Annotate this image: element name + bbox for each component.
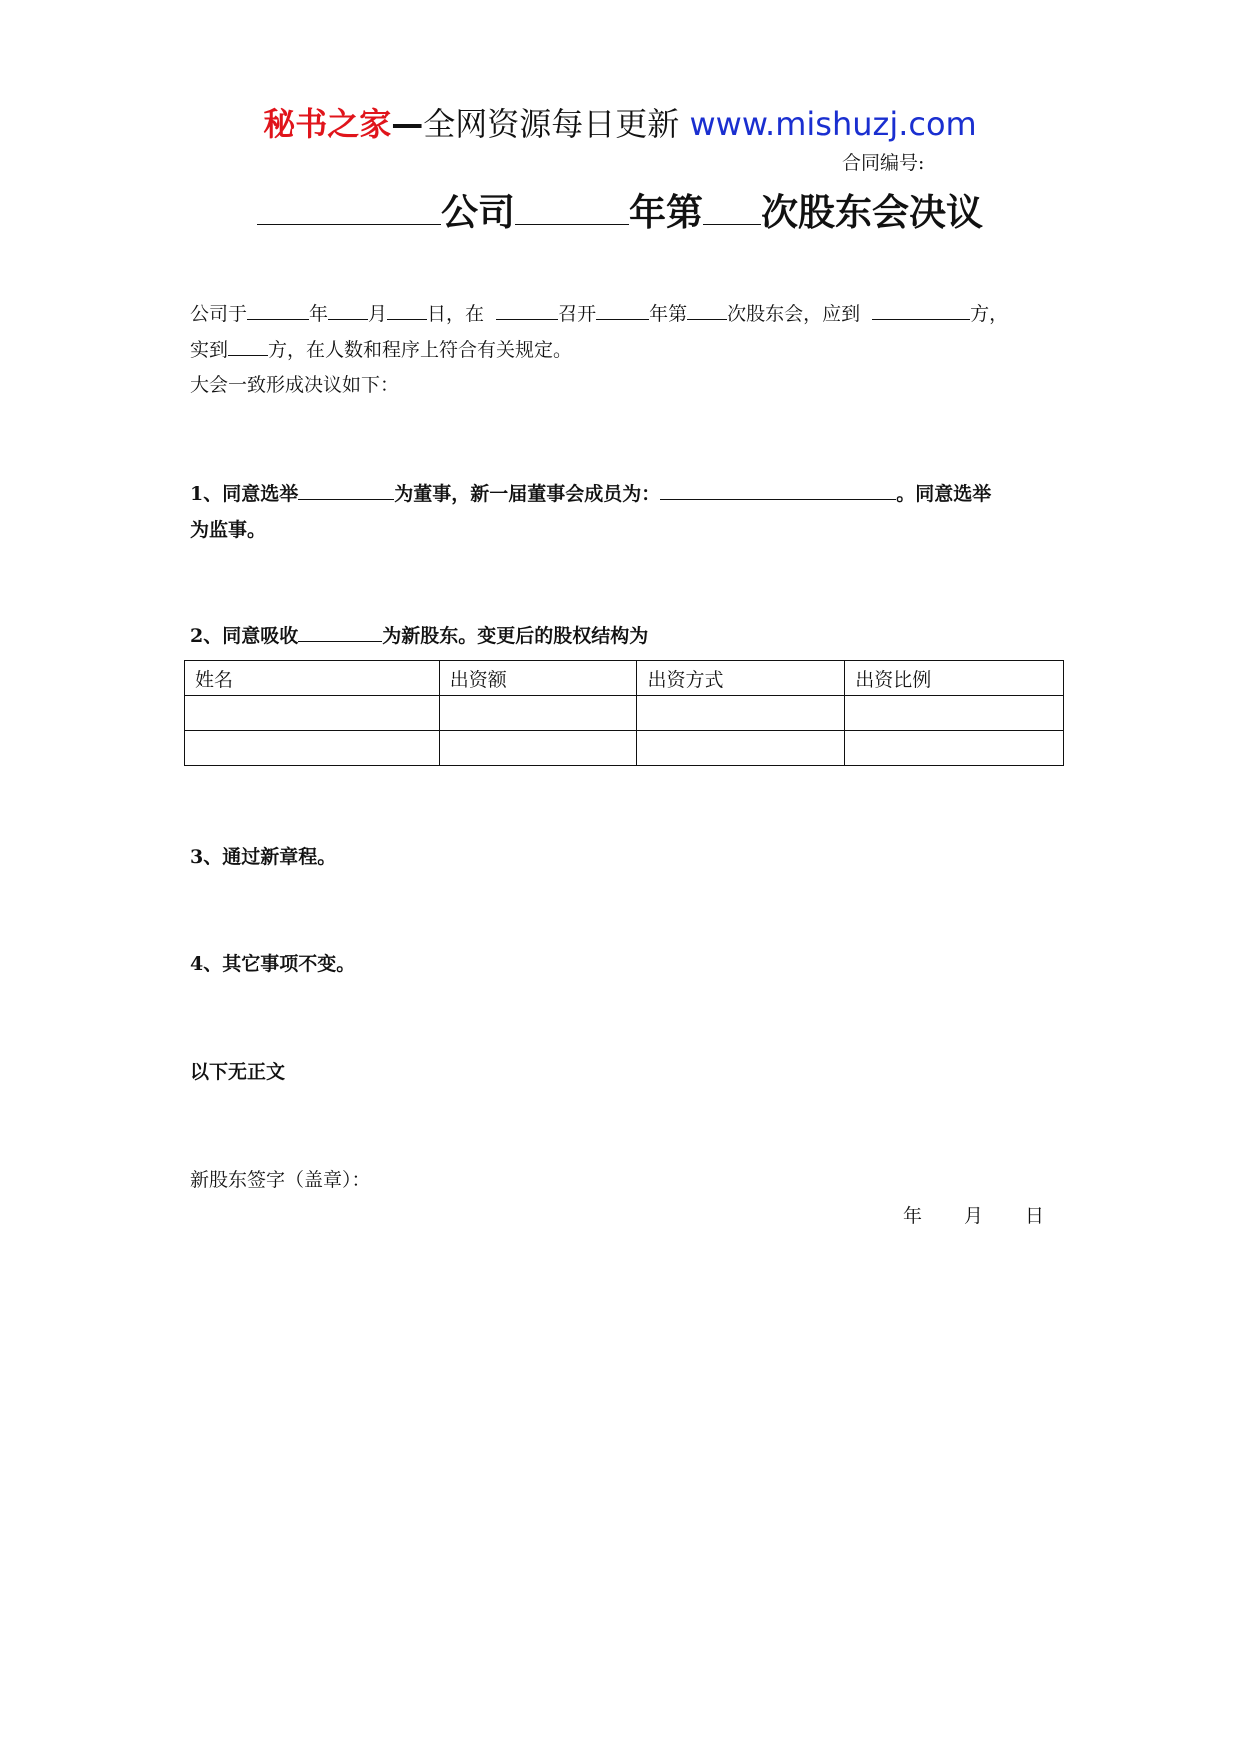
equity-structure-table (184, 660, 1064, 766)
month-blank (328, 300, 368, 320)
banner-slogan: 全网资源每日更新 (423, 105, 680, 143)
header-method: 出资方式 (637, 661, 845, 696)
session-number-blank (687, 300, 727, 320)
contract-number-label: 合同编号: (842, 152, 925, 174)
title-part-company: 公司 (441, 191, 515, 234)
header-name: 姓名 (185, 661, 440, 696)
day-blank (387, 300, 427, 320)
table-row (185, 731, 1064, 766)
table-header-row (185, 661, 1064, 696)
new-shareholder-blank (298, 622, 382, 642)
title-part-year: 年第 (629, 191, 703, 234)
intro-line-3: 大会一致形成决议如下： (190, 374, 400, 396)
intro-line-2: 实到 方，在人数和程序上符合有关规定。 (190, 336, 572, 363)
director-blank (298, 480, 394, 500)
resolution-2: 2、同意吸收 为新股东。变更后的股权结构为 (190, 622, 648, 649)
table-cell[interactable] (439, 696, 637, 731)
resolution-3: 3、通过新章程。 (190, 846, 337, 868)
board-members-blank (660, 480, 896, 500)
table-cell[interactable] (185, 731, 440, 766)
year-blank (247, 300, 309, 320)
header-amount: 出资额 (439, 661, 637, 696)
intro-line-1: 公司于 年 月 日，在 召开 年第 次股东会，应到 方， (190, 300, 1008, 327)
header-ratio: 出资比例 (845, 661, 1064, 696)
banner-brand: 秘书之家 (263, 105, 392, 143)
table-cell[interactable] (637, 731, 845, 766)
site-banner (0, 102, 1240, 146)
date-day: 日 (1025, 1205, 1045, 1227)
table-cell[interactable] (845, 696, 1064, 731)
no-text-below: 以下无正文 (190, 1061, 286, 1083)
table-cell[interactable] (637, 696, 845, 731)
resolution-1: 1、同意选举 为董事，新一届董事会成员为： 。同意选举 (190, 480, 991, 507)
table-row (185, 696, 1064, 731)
company-name-blank (257, 188, 441, 225)
table-cell[interactable] (185, 696, 440, 731)
session-blank (703, 188, 761, 225)
banner-url-link[interactable]: www.mishuzj.com (689, 105, 977, 143)
table-cell[interactable] (845, 731, 1064, 766)
expected-attendees-blank (872, 300, 970, 320)
year-blank (515, 188, 629, 225)
title-part-resolution: 次股东会决议 (761, 191, 983, 234)
table-cell[interactable] (439, 731, 637, 766)
meeting-year-blank (596, 300, 649, 320)
banner-dash: — (391, 105, 424, 143)
resolution-1-cont: 为监事。 (190, 519, 267, 541)
signature-date (903, 1203, 1044, 1229)
resolution-4: 4、其它事项不变。 (190, 953, 356, 975)
signature-label: 新股东签字（盖章）： (190, 1169, 371, 1191)
document-title (0, 188, 1240, 238)
actual-attendees-blank (228, 336, 268, 356)
location-blank (496, 300, 558, 320)
date-month: 月 (964, 1205, 984, 1227)
date-year: 年 (903, 1205, 923, 1227)
